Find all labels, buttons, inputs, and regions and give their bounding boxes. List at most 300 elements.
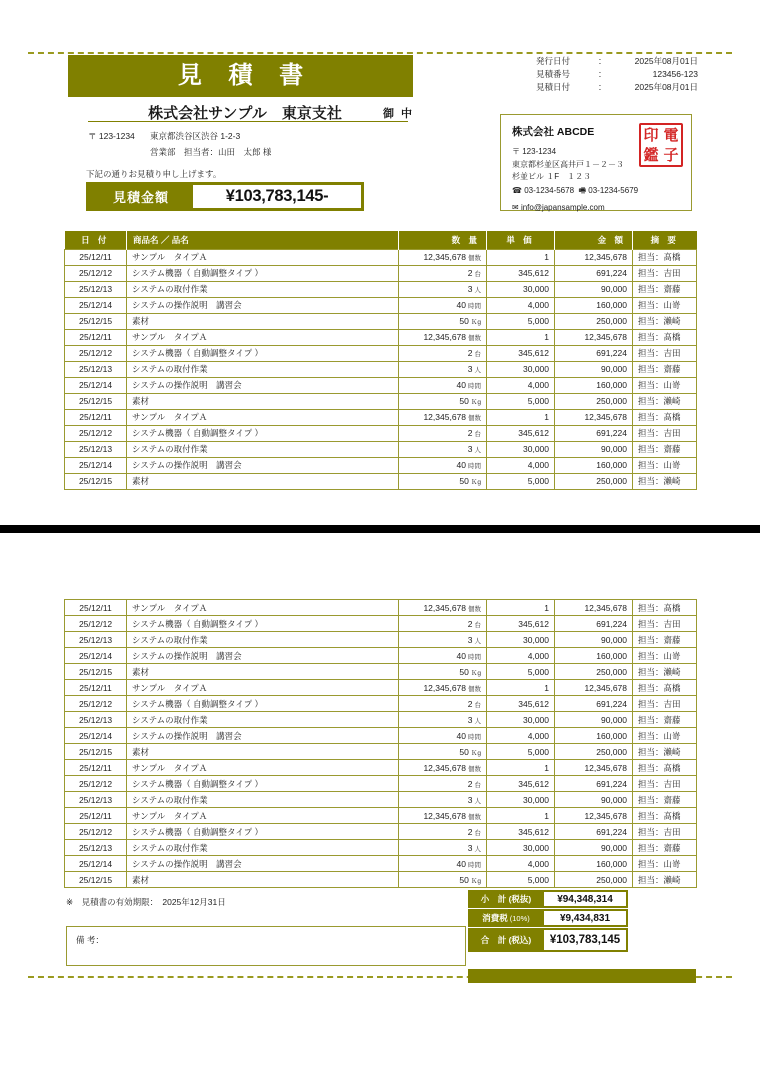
cell-note: 担当：髙橋 <box>633 249 697 265</box>
cell-price: 30,000 <box>487 712 555 728</box>
envelope-icon: ✉ <box>512 202 519 212</box>
quote-amount-value: ¥103,783,145- <box>193 185 361 208</box>
cell-date: 25/12/14 <box>65 457 127 473</box>
cell-name: システムの操作説明 講習会 <box>127 297 399 313</box>
issuer-zip: 〒 123-1234 <box>512 147 557 156</box>
meta-label-quote-number: 見積番号 <box>536 69 571 79</box>
addressee-address-line <box>88 130 240 142</box>
table-row[interactable] <box>65 473 697 489</box>
cell-note: 担当：齋藤 <box>633 712 697 728</box>
column-header-price: 単 価 <box>487 231 555 249</box>
total-value-tax: ¥9,434,831 <box>544 911 626 925</box>
cell-date: 25/12/14 <box>65 297 127 313</box>
table-row[interactable] <box>65 744 697 760</box>
line-items-table-page1 <box>64 231 697 490</box>
cell-date: 25/12/11 <box>65 409 127 425</box>
addressee-contact: 営業部 担当者：山田 太郎 様 <box>150 147 272 157</box>
table-header-row <box>65 231 697 249</box>
cell-amount: 12,345,678 <box>555 760 633 776</box>
cell-qty: 12,345,678 個数 <box>399 409 487 425</box>
cell-unit: 時間 <box>468 463 481 470</box>
cell-date: 25/12/11 <box>65 808 127 824</box>
document-title: 見 積 書 <box>177 62 314 89</box>
cell-price: 30,000 <box>487 840 555 856</box>
table-row[interactable] <box>65 696 697 712</box>
table-row[interactable] <box>65 297 697 313</box>
cell-unit: 台 <box>474 621 481 629</box>
fax-icon: 🖷 <box>578 185 587 195</box>
cell-amount: 12,345,678 <box>555 249 633 265</box>
page-1 <box>0 0 760 525</box>
cell-amount: 250,000 <box>555 473 633 489</box>
cell-price: 1 <box>487 808 555 824</box>
cell-price: 4,000 <box>487 728 555 744</box>
total-label-tax <box>468 909 544 927</box>
cell-unit: Ｋg <box>470 479 481 486</box>
cell-note: 担当：山嵜 <box>633 457 697 473</box>
cell-note: 担当：山嵜 <box>633 856 697 872</box>
cell-unit: 個数 <box>468 335 481 342</box>
total-row-grand <box>468 928 628 952</box>
cell-date: 25/12/12 <box>65 265 127 281</box>
table-row[interactable] <box>65 377 697 393</box>
column-header-qty: 数 量 <box>399 231 487 249</box>
cell-qty: 40 時間 <box>399 297 487 313</box>
cell-qty: 12,345,678 個数 <box>399 808 487 824</box>
cell-name: システムの取付作業 <box>127 632 399 648</box>
cell-qty: 3 人 <box>399 361 487 377</box>
cell-name: システムの操作説明 講習会 <box>127 377 399 393</box>
table-row[interactable] <box>65 249 697 265</box>
cell-name: システム機器（ 自動調整タイプ ） <box>127 345 399 361</box>
cell-qty: 40 時間 <box>399 457 487 473</box>
cell-price: 5,000 <box>487 664 555 680</box>
cell-price: 5,000 <box>487 872 555 888</box>
table-row[interactable] <box>65 265 697 281</box>
cell-unit: 台 <box>474 271 481 278</box>
column-header-date: 日 付 <box>65 231 127 249</box>
cell-name: サンプル タイプＡ <box>127 409 399 425</box>
cell-amount: 691,224 <box>555 696 633 712</box>
cell-price: 5,000 <box>487 313 555 329</box>
cell-date: 25/12/13 <box>65 632 127 648</box>
issuer-info-box <box>500 114 692 211</box>
cell-qty: 40 時間 <box>399 377 487 393</box>
cell-date: 25/12/14 <box>65 377 127 393</box>
quote-amount-box <box>86 182 364 211</box>
cell-date: 25/12/15 <box>65 393 127 409</box>
cell-price: 30,000 <box>487 632 555 648</box>
meta-colon-1: ： <box>598 69 607 79</box>
cell-qty: 50 Ｋg <box>399 313 487 329</box>
cell-qty: 50 Ｋg <box>399 664 487 680</box>
cell-qty: 12,345,678 個数 <box>399 680 487 696</box>
total-label-tax-rate: (10%) <box>509 913 530 923</box>
cell-amount: 12,345,678 <box>555 329 633 345</box>
cell-date: 25/12/12 <box>65 824 127 840</box>
cell-qty: 3 人 <box>399 281 487 297</box>
totals-block <box>468 890 628 952</box>
cell-unit: 台 <box>474 781 481 789</box>
cell-qty: 2 台 <box>399 425 487 441</box>
cell-unit: 人 <box>474 717 481 725</box>
cell-qty: 50 Ｋg <box>399 872 487 888</box>
issuer-address: 東京都杉並区高井戸１－２－３ <box>512 159 624 169</box>
cell-price: 345,612 <box>487 345 555 361</box>
cell-qty: 12,345,678 個数 <box>399 249 487 265</box>
cell-note: 担当：髙橋 <box>633 760 697 776</box>
meta-row-quote-date <box>536 81 698 94</box>
table-row[interactable] <box>65 680 697 696</box>
quote-amount-label: 見積金額 <box>112 190 169 205</box>
issuer-phone-fax <box>512 185 680 197</box>
cell-name: 素材 <box>127 744 399 760</box>
cell-price: 345,612 <box>487 824 555 840</box>
table-row[interactable] <box>65 760 697 776</box>
table-row[interactable] <box>65 457 697 473</box>
cell-qty: 12,345,678 個数 <box>399 329 487 345</box>
cell-price: 5,000 <box>487 393 555 409</box>
cell-amount: 160,000 <box>555 648 633 664</box>
cell-qty: 50 Ｋg <box>399 473 487 489</box>
cell-name: サンプル タイプＡ <box>127 760 399 776</box>
addressee-honorific: 御 中 <box>383 108 415 120</box>
cell-note: 担当：山嵜 <box>633 377 697 393</box>
issuer-company-name: 株式会社 ABCDE <box>512 126 595 138</box>
cell-unit: Ｋg <box>470 319 481 326</box>
total-label-subtotal-text: 小 計 (税抜) <box>480 894 532 904</box>
document-meta <box>536 55 698 94</box>
seal-char-2: 鑑 <box>643 145 659 164</box>
cell-name: システムの取付作業 <box>127 441 399 457</box>
meta-value-issue-date: 2025年08月01日 <box>634 56 698 66</box>
cell-note: 担当：髙橋 <box>633 808 697 824</box>
cell-note: 担当：瀨崎 <box>633 473 697 489</box>
cell-price: 4,000 <box>487 856 555 872</box>
cell-qty: 50 Ｋg <box>399 744 487 760</box>
cell-unit: 人 <box>474 797 481 805</box>
cell-name: システムの取付作業 <box>127 281 399 297</box>
cell-note: 担当：山嵜 <box>633 728 697 744</box>
cell-unit: Ｋg <box>470 877 481 885</box>
footer-accent-band <box>468 969 696 983</box>
cell-unit: 台 <box>474 829 481 837</box>
cell-date: 25/12/12 <box>65 345 127 361</box>
cell-qty: 3 人 <box>399 441 487 457</box>
cell-name: システムの操作説明 講習会 <box>127 648 399 664</box>
cell-unit: 人 <box>474 845 481 853</box>
total-value-grand: ¥103,783,145 <box>544 930 626 950</box>
cell-price: 345,612 <box>487 696 555 712</box>
cell-name: 素材 <box>127 313 399 329</box>
cell-price: 345,612 <box>487 425 555 441</box>
cell-price: 1 <box>487 329 555 345</box>
cell-amount: 90,000 <box>555 792 633 808</box>
cell-date: 25/12/15 <box>65 313 127 329</box>
cell-price: 30,000 <box>487 281 555 297</box>
table-body-page2 <box>65 600 697 888</box>
cell-amount: 160,000 <box>555 457 633 473</box>
cell-amount: 160,000 <box>555 297 633 313</box>
table-row[interactable] <box>65 329 697 345</box>
table-row[interactable] <box>65 840 697 856</box>
cell-note: 担当：瀨崎 <box>633 393 697 409</box>
table-row[interactable] <box>65 616 697 632</box>
cell-note: 担当：吉田 <box>633 824 697 840</box>
cell-date: 25/12/15 <box>65 664 127 680</box>
cell-qty: 12,345,678 個数 <box>399 600 487 616</box>
cell-amount: 90,000 <box>555 281 633 297</box>
table-row[interactable] <box>65 361 697 377</box>
table-row[interactable] <box>65 600 697 616</box>
cell-name: システムの操作説明 講習会 <box>127 856 399 872</box>
cell-note: 担当：齋藤 <box>633 632 697 648</box>
cell-name: システムの操作説明 講習会 <box>127 728 399 744</box>
cell-note: 担当：瀨崎 <box>633 744 697 760</box>
quote-intro-text: 下記の通りお見積り申し上げます。 <box>86 169 222 179</box>
cell-note: 担当：瀨崎 <box>633 313 697 329</box>
cell-unit: 時間 <box>468 383 481 390</box>
cell-name: システム機器（ 自動調整タイプ ） <box>127 265 399 281</box>
table-row[interactable] <box>65 345 697 361</box>
cell-qty: 50 Ｋg <box>399 393 487 409</box>
cell-unit: 台 <box>474 701 481 709</box>
total-value-subtotal: ¥94,348,314 <box>544 892 626 906</box>
cell-unit: Ｋg <box>470 749 481 757</box>
cell-qty: 2 台 <box>399 265 487 281</box>
cell-unit: 個数 <box>468 765 481 773</box>
cell-date: 25/12/11 <box>65 680 127 696</box>
cell-note: 担当：髙橋 <box>633 680 697 696</box>
cell-price: 1 <box>487 409 555 425</box>
table-row[interactable] <box>65 872 697 888</box>
table-body-page1 <box>65 249 697 489</box>
cell-price: 4,000 <box>487 297 555 313</box>
cell-amount: 250,000 <box>555 664 633 680</box>
line-items-table-page2 <box>64 599 697 888</box>
cell-name: 素材 <box>127 473 399 489</box>
cell-amount: 12,345,678 <box>555 600 633 616</box>
cell-price: 1 <box>487 680 555 696</box>
cell-name: サンプル タイプＡ <box>127 808 399 824</box>
cell-qty: 2 台 <box>399 776 487 792</box>
cell-qty: 40 時間 <box>399 856 487 872</box>
cell-date: 25/12/11 <box>65 600 127 616</box>
cell-price: 1 <box>487 600 555 616</box>
cell-price: 30,000 <box>487 361 555 377</box>
cell-note: 担当：吉田 <box>633 425 697 441</box>
cell-name: 素材 <box>127 664 399 680</box>
cell-amount: 90,000 <box>555 840 633 856</box>
issuer-email: info@japansample.com <box>520 202 605 212</box>
cell-date: 25/12/12 <box>65 696 127 712</box>
table-row[interactable] <box>65 712 697 728</box>
cell-qty: 40 時間 <box>399 648 487 664</box>
cell-note: 担当：山嵜 <box>633 648 697 664</box>
cell-qty: 2 台 <box>399 345 487 361</box>
cell-amount: 90,000 <box>555 361 633 377</box>
table-row[interactable] <box>65 441 697 457</box>
meta-row-quote-number <box>536 68 698 81</box>
cell-date: 25/12/14 <box>65 648 127 664</box>
cell-unit: 個数 <box>468 813 481 821</box>
cell-qty: 3 人 <box>399 712 487 728</box>
cell-unit: 人 <box>474 287 481 294</box>
column-header-name: 商品名 ／ 品名 <box>127 231 399 249</box>
cell-amount: 691,224 <box>555 616 633 632</box>
cell-unit: Ｋg <box>470 399 481 406</box>
cell-amount: 691,224 <box>555 265 633 281</box>
cell-amount: 250,000 <box>555 393 633 409</box>
cell-amount: 12,345,678 <box>555 680 633 696</box>
cell-date: 25/12/15 <box>65 473 127 489</box>
cell-date: 25/12/12 <box>65 776 127 792</box>
table-row[interactable] <box>65 425 697 441</box>
table-row[interactable] <box>65 313 697 329</box>
table-row[interactable] <box>65 648 697 664</box>
issuer-tel: 03-1234-5678 <box>524 185 575 195</box>
cell-unit: 台 <box>474 431 481 438</box>
table-row[interactable] <box>65 632 697 648</box>
cell-date: 25/12/12 <box>65 616 127 632</box>
cell-name: サンプル タイプＡ <box>127 680 399 696</box>
meta-value-quote-number: 123456-123 <box>652 69 698 79</box>
column-header-note: 摘 要 <box>633 231 697 249</box>
cell-unit: 時間 <box>468 733 481 741</box>
cell-date: 25/12/11 <box>65 760 127 776</box>
table-row[interactable] <box>65 808 697 824</box>
cell-price: 4,000 <box>487 377 555 393</box>
cell-unit: Ｋg <box>470 669 481 677</box>
cell-qty: 3 人 <box>399 840 487 856</box>
cell-name: システムの操作説明 講習会 <box>127 457 399 473</box>
table-row[interactable] <box>65 664 697 680</box>
table-row[interactable] <box>65 856 697 872</box>
cell-date: 25/12/13 <box>65 712 127 728</box>
meta-row-issue-date <box>536 55 698 68</box>
table-row[interactable] <box>65 409 697 425</box>
cell-note: 担当：齋藤 <box>633 281 697 297</box>
cell-name: システム機器（ 自動調整タイプ ） <box>127 425 399 441</box>
total-label-grand <box>468 928 544 952</box>
cell-price: 4,000 <box>487 457 555 473</box>
cell-amount: 691,224 <box>555 345 633 361</box>
cell-name: サンプル タイプＡ <box>127 249 399 265</box>
cell-price: 345,612 <box>487 616 555 632</box>
cell-qty: 40 時間 <box>399 728 487 744</box>
cell-name: サンプル タイプＡ <box>127 329 399 345</box>
table-row[interactable] <box>65 393 697 409</box>
cell-date: 25/12/13 <box>65 840 127 856</box>
meta-colon-0: ： <box>598 56 607 66</box>
cell-qty: 3 人 <box>399 632 487 648</box>
meta-label-issue-date: 発行日付 <box>536 56 571 66</box>
meta-value-quote-date: 2025年08月01日 <box>634 82 698 92</box>
cell-price: 345,612 <box>487 776 555 792</box>
seal-char-0: 印 <box>643 125 659 144</box>
total-label-tax-text: 消費税 <box>482 913 508 923</box>
table-row[interactable] <box>65 792 697 808</box>
cell-qty: 2 台 <box>399 616 487 632</box>
cell-amount: 90,000 <box>555 632 633 648</box>
cell-price: 4,000 <box>487 648 555 664</box>
total-row-tax <box>468 909 628 928</box>
cell-note: 担当：吉田 <box>633 776 697 792</box>
cell-unit: 人 <box>474 447 481 454</box>
electronic-seal-icon <box>639 123 683 167</box>
total-label-grand-text: 合 計 (税込) <box>480 935 532 945</box>
cell-unit: 時間 <box>468 303 481 310</box>
cell-amount: 160,000 <box>555 856 633 872</box>
cell-amount: 250,000 <box>555 744 633 760</box>
cell-amount: 250,000 <box>555 313 633 329</box>
cell-name: 素材 <box>127 393 399 409</box>
page-2 <box>0 533 760 1078</box>
cell-amount: 160,000 <box>555 728 633 744</box>
page1-top-dash-line <box>28 52 732 54</box>
validity-note: ※ 見積書の有効期限： 2025年12月31日 <box>66 897 226 907</box>
cell-note: 担当：吉田 <box>633 265 697 281</box>
cell-amount: 250,000 <box>555 872 633 888</box>
cell-name: システムの取付作業 <box>127 712 399 728</box>
seal-char-3: 子 <box>663 145 679 164</box>
cell-name: 素材 <box>127 872 399 888</box>
issuer-building: 杉並ビル １F １２３ <box>512 172 592 181</box>
addressee-underline <box>88 121 408 122</box>
cell-price: 1 <box>487 760 555 776</box>
table-header-page1 <box>65 231 697 249</box>
cell-unit: 人 <box>474 367 481 374</box>
cell-qty: 2 台 <box>399 824 487 840</box>
cell-note: 担当：齋藤 <box>633 840 697 856</box>
cell-note: 担当：瀨崎 <box>633 872 697 888</box>
cell-qty: 2 台 <box>399 696 487 712</box>
cell-amount: 691,224 <box>555 776 633 792</box>
cell-unit: 人 <box>474 637 481 645</box>
cell-date: 25/12/15 <box>65 872 127 888</box>
remarks-label: 備 考： <box>76 935 104 945</box>
cell-name: システムの取付作業 <box>127 840 399 856</box>
cell-name: システム機器（ 自動調整タイプ ） <box>127 616 399 632</box>
cell-amount: 160,000 <box>555 377 633 393</box>
column-header-amount: 金 額 <box>555 231 633 249</box>
cell-note: 担当：髙橋 <box>633 329 697 345</box>
table-row[interactable] <box>65 728 697 744</box>
table-row[interactable] <box>65 776 697 792</box>
cell-amount: 12,345,678 <box>555 808 633 824</box>
telephone-icon: ☎ <box>512 185 522 195</box>
cell-note: 担当：髙橋 <box>633 409 697 425</box>
remarks-field[interactable] <box>66 926 466 966</box>
table-row[interactable] <box>65 824 697 840</box>
addressee-zip: 〒 123-1234 <box>88 131 135 141</box>
cell-price: 30,000 <box>487 792 555 808</box>
cell-price: 5,000 <box>487 473 555 489</box>
cell-note: 担当：吉田 <box>633 345 697 361</box>
cell-name: システム機器（ 自動調整タイプ ） <box>127 824 399 840</box>
meta-colon-2: ： <box>598 82 607 92</box>
table-row[interactable] <box>65 281 697 297</box>
cell-name: システム機器（ 自動調整タイプ ） <box>127 776 399 792</box>
issuer-email-line <box>512 203 680 212</box>
cell-price: 5,000 <box>487 744 555 760</box>
cell-unit: 個数 <box>468 415 481 422</box>
cell-note: 担当：山嵜 <box>633 297 697 313</box>
cell-note: 担当：吉田 <box>633 696 697 712</box>
cell-date: 25/12/14 <box>65 728 127 744</box>
seal-char-1: 電 <box>663 125 679 144</box>
cell-amount: 12,345,678 <box>555 409 633 425</box>
